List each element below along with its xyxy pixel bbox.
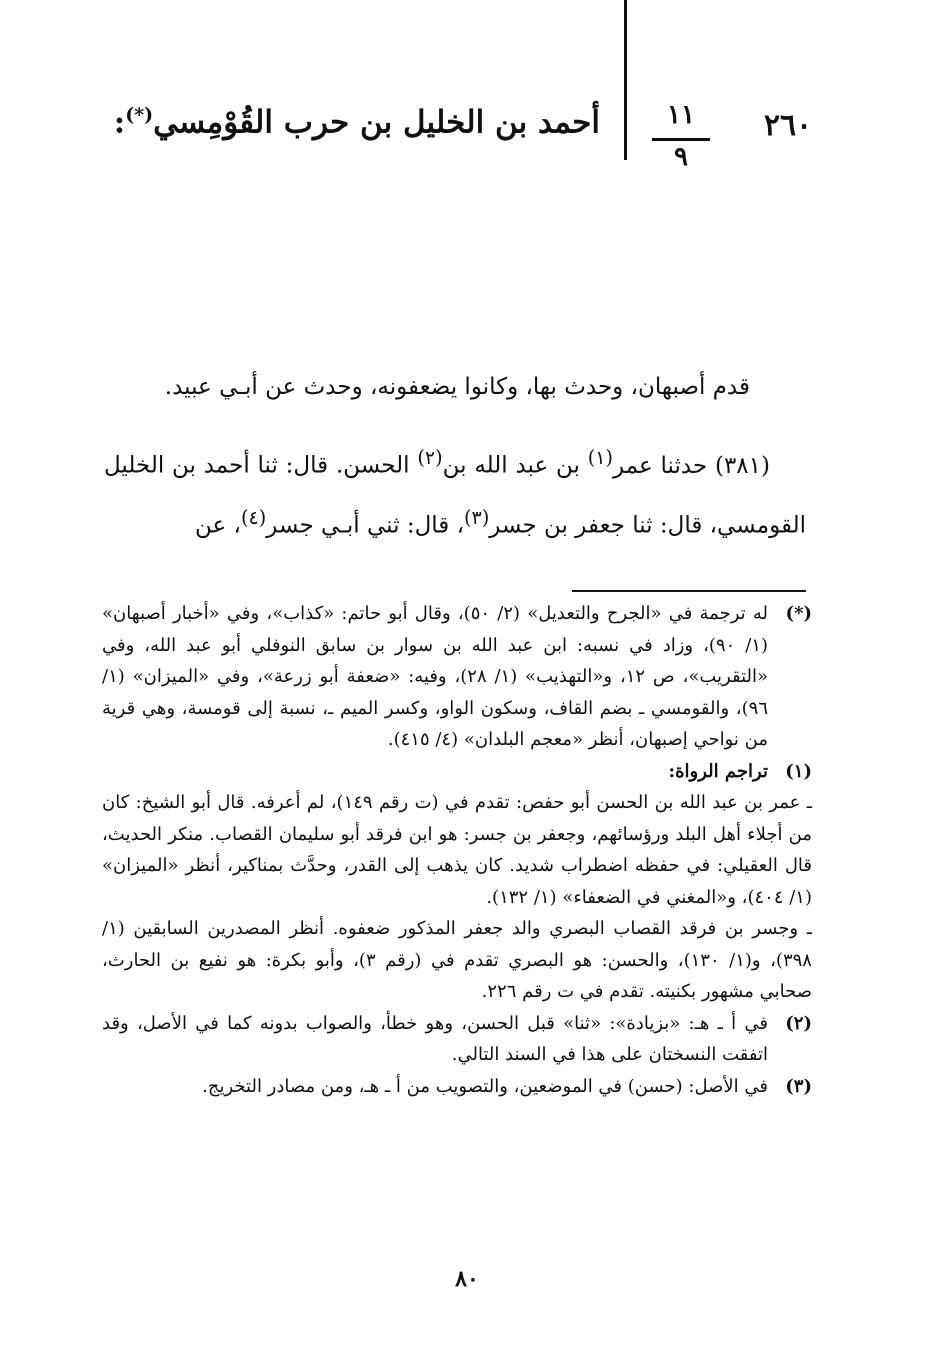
footnote-separator	[572, 590, 806, 592]
title-colon: :	[113, 104, 126, 141]
hadith-text-4: ، قال: ثني أبـي جسر	[266, 512, 465, 539]
fraction-bar	[652, 138, 710, 141]
body-paragraph-1: قدم أصبهان، وحدث بها، وكانوا يضعفونه، وحدث عن أبـي عبيد.	[164, 374, 750, 400]
footnote-heading: تراجم الرواة:	[668, 760, 768, 782]
footnote-marker: (١)	[785, 760, 812, 782]
footnote-marker: (٣)	[785, 1075, 812, 1097]
entry-title	[113, 104, 600, 141]
fraction-denominator: ٩	[674, 142, 688, 172]
entry-number: ٢٦٠	[763, 108, 813, 143]
footnote-1	[102, 756, 812, 788]
hadith-text-1: (٣٨١) حدثنا عمر	[613, 452, 770, 479]
footnote-ref-4: (٤)	[240, 505, 267, 529]
footnote-1-item-2: ـ وجسر بن فرقد القصاب البصري والد جعفر المذكور ضعفوه. أنظر المصدرين السابقين (١/ ٣٩٨)، و(١/ ١٣٠)، والحسن: هو البصري تقدم في (رقم ٣)، وأبو بكرة: هو نفيع بن الحارث، صحابي مشهور بكنيته. تقدم في ت رقم ٢٢٦.	[102, 918, 812, 1002]
footnote-3	[102, 1071, 812, 1103]
page-number: ٨٠	[455, 1266, 479, 1292]
footnote-text: له ترجمة في «الجرح والتعديل» (٢/ ٥٠)، وقال أبو حاتم: «كذاب»، وفي «أخبار أصبهان» (١/ ٩٠)، وزاد في نسبه: ابن عبد الله بن سوار بن سابق النوفلي أبو عبد الله، وفي «التقريب»، ص ١٢، و«التهذيب» (١/ ٢٨)، وفيه: «ضعفة أبو زرعة»، وفي «الميزان» (١/ ٩٦)، والقومسي ـ بضم القاف، وسكون الواو، وكسر الميم ـ، نسبة إلى قومسة، وهي قرية من نواحي إصبهان، أنظر «معجم البلدان» (٤/ ٤١٥).	[102, 603, 768, 750]
fraction-numerator: ١١	[667, 100, 695, 130]
hadith-text-5: ، عن	[195, 512, 241, 539]
footnote-star	[102, 598, 812, 756]
footnote-2	[102, 1008, 812, 1071]
footnote-marker: (٢)	[785, 1012, 812, 1034]
hadith-text-3: الحسن. قال: ثنا أحمد بن الخليل القومسي، قال: ثنا جعفر بن جسر	[104, 452, 806, 539]
footnotes	[102, 598, 812, 1102]
footnote-marker: (*)	[785, 603, 812, 624]
footnote-ref-3: (٣)	[464, 505, 490, 529]
footnote-text: في أ ـ هـ: «بزيادة»: «ثنا» قبل الحسن، وهو خطأ، والصواب بدونه كما في الأصل، وقد اتفقت النسختان على هذا في السند التالي.	[102, 1012, 768, 1065]
body-paragraph-2	[104, 432, 806, 551]
footnote-ref-2: (٢)	[417, 446, 443, 469]
footnote-1-item-1: ـ عمر بن عبد الله بن الحسن أبو حفص: تقدم في (ت رقم ١٤٩)، لم أعرفه. قال أبو الشيخ: كان من أجلاء أهل البلد ورؤسائهم، وجعفر بن جسر: هو ابن فرقد أبو سليمان القصاب. منكر الحديث، قال العقيلي: في حفظه اضطراب شديد. كان يذهب إلى القدر، وحدَّث بمناكير، أنظر «الميزان» (١/ ٤٠٤)، و«المغني في الضعفاء» (١/ ١٣٢).	[102, 792, 812, 908]
header-divider-line	[624, 0, 627, 160]
title-footnote-ref: (*)	[125, 104, 154, 126]
footnote-ref-1: (١)	[587, 446, 613, 469]
hadith-text-2: بن عبد الله بن	[442, 452, 588, 479]
volume-fraction	[650, 100, 712, 176]
title-name: أحمد بن الخليل بن حرب القُوْمِسي	[153, 104, 600, 141]
footnote-text: في الأصل: (حسن) في الموضعين، والتصويب من أ ـ هـ، ومن مصادر التخريج.	[202, 1075, 768, 1097]
